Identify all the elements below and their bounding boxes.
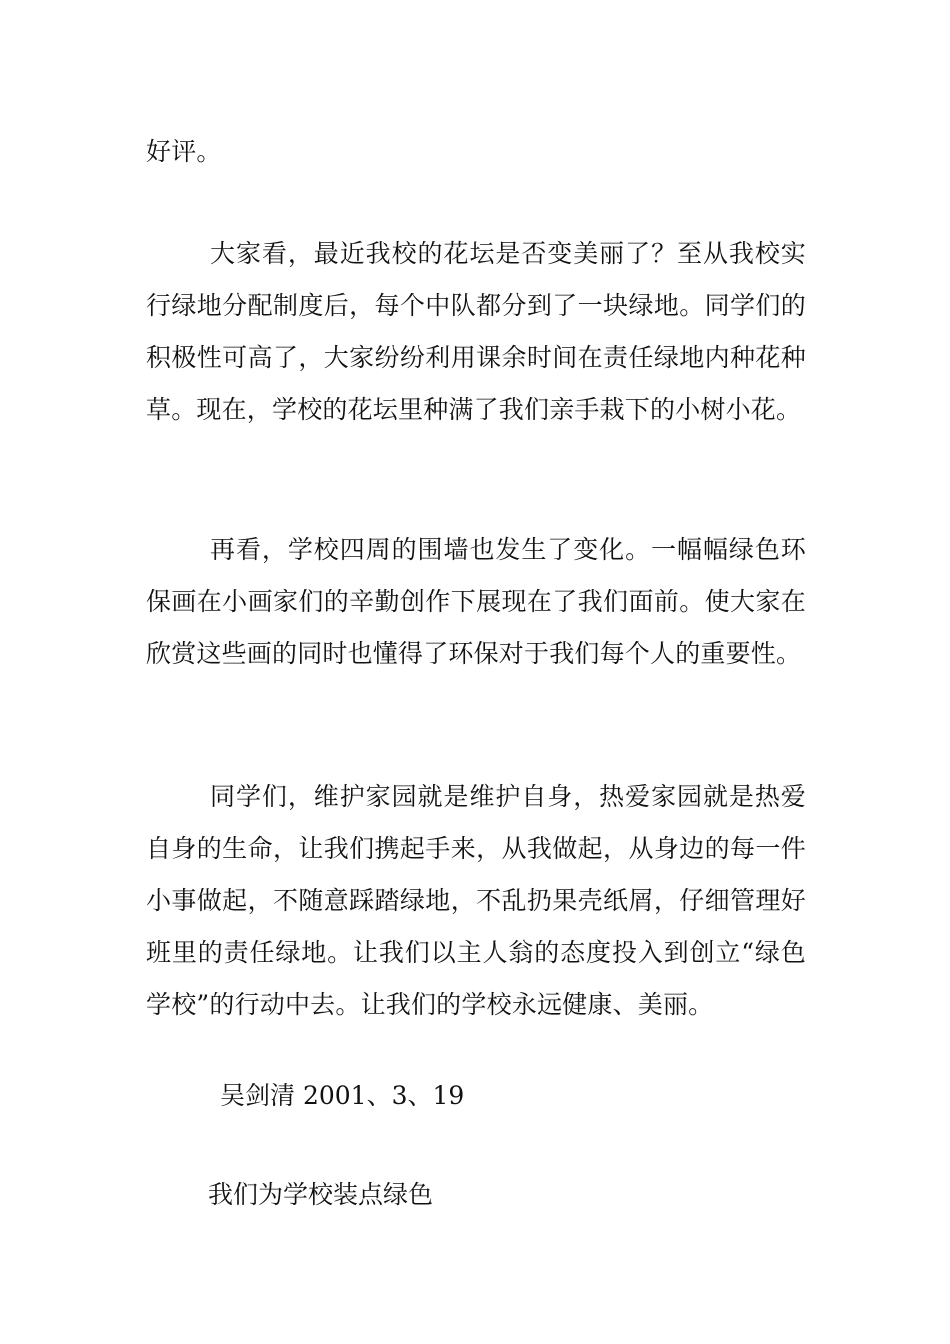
paragraph-fragment: 好评。 bbox=[146, 137, 222, 166]
author-signature-date: 吴剑清 2001、3、19 bbox=[220, 1081, 465, 1110]
paragraph-flower-beds: 大家看，最近我校的花坛是否变美丽了？至从我校实行绿地分配制度后，每个中队都分到了一块绿地。同学们的积极性可高了，大家纷纷利用课余时间在责任绿地内种花种草。现在，学校的花坛里种满了我们亲手栽下的小树小花。 bbox=[146, 239, 806, 424]
next-article-title: 我们为学校装点绿色 bbox=[208, 1180, 434, 1209]
paragraph-wall-paintings: 再看，学校四周的围墙也发生了变化。一幅幅绿色环保画在小画家们的辛勤创作下展现在了我们面前。使大家在欣赏这些画的同时也懂得了环保对于我们每个人的重要性。 bbox=[146, 535, 806, 668]
paragraph-call-to-action: 同学们，维护家园就是维护自身，热爱家园就是热爱自身的生命，让我们携起手来，从我做起，从身边的每一件小事做起，不随意踩踏绿地，不乱扔果壳纸屑，仔细管理好班里的责任绿地。让我们以主人翁的态度投入到创立“绿色学校”的行动中去。让我们的学校永远健康、美丽。 bbox=[146, 782, 806, 1019]
